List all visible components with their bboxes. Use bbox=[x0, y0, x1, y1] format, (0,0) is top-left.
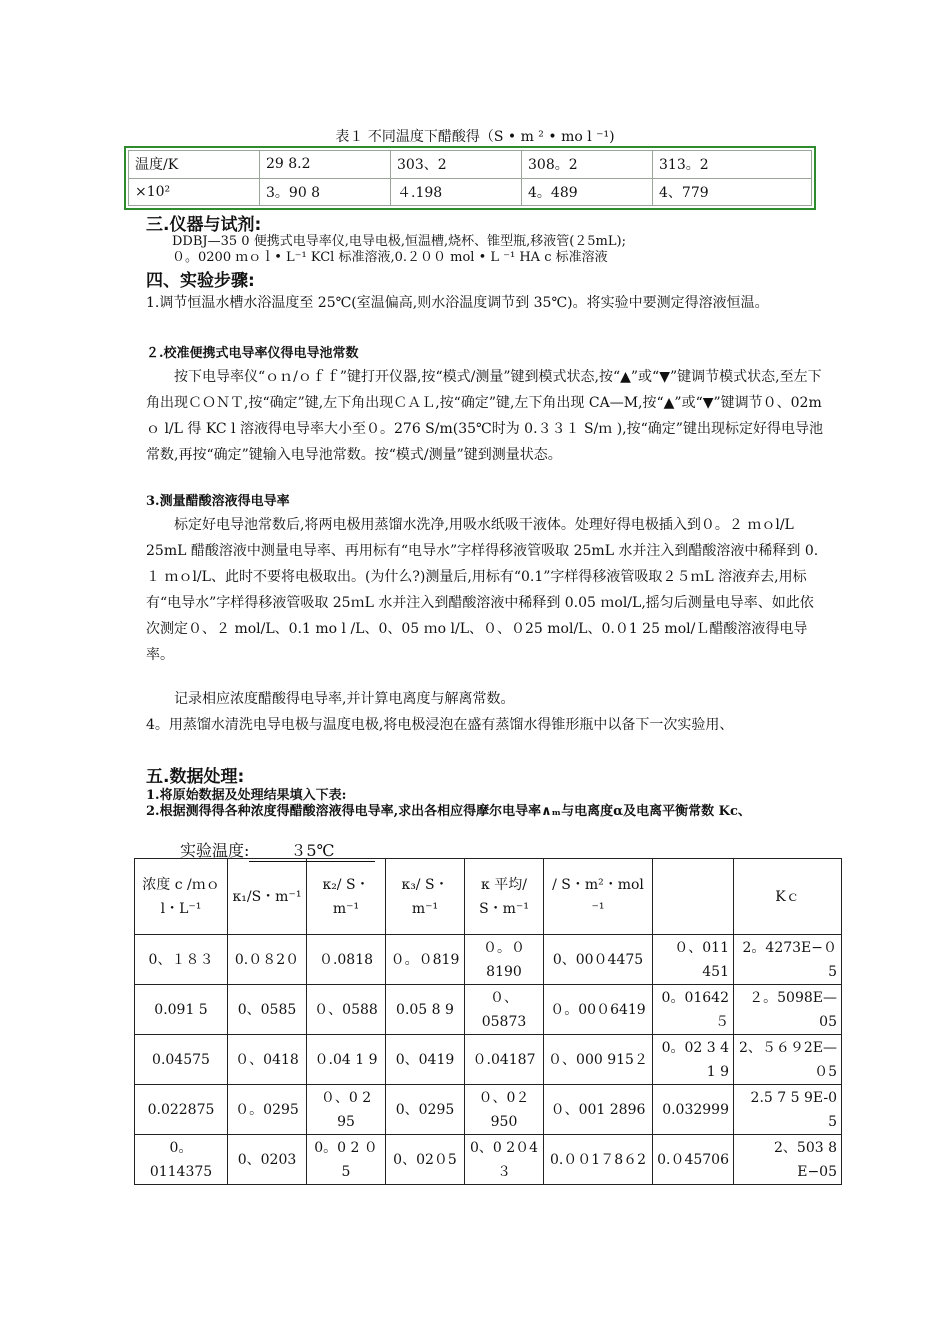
table-cell: 3。90 8 bbox=[260, 178, 391, 206]
table-row bbox=[135, 985, 842, 1035]
table-cell: ０.04187 bbox=[465, 1035, 544, 1085]
table-cell: 0.032999 bbox=[653, 1085, 734, 1135]
table-cell: ０.04 1 9 bbox=[307, 1035, 386, 1085]
table-cell: 0、02０5 bbox=[386, 1135, 465, 1185]
equipment-line: DDBJ—35 0 便携式电导率仪,电导电极,恒温槽,烧杯、锥型瓶,移液管(２5mL); bbox=[172, 234, 626, 249]
table-cell: 29 8.2 bbox=[260, 151, 391, 179]
table-cell: 0。01642５ bbox=[653, 985, 734, 1035]
table-cell: 2.5 7 5 9E-0 5 bbox=[734, 1085, 842, 1135]
table-cell: ２。5098E—05 bbox=[734, 985, 842, 1035]
table1 bbox=[128, 150, 812, 206]
table-cell: 308。2 bbox=[522, 151, 653, 179]
table-cell: 0.０45706 bbox=[653, 1135, 734, 1185]
table-row bbox=[129, 151, 812, 179]
table-cell: 0、0419 bbox=[386, 1035, 465, 1085]
column-header bbox=[653, 859, 734, 935]
table-cell: 4。489 bbox=[522, 178, 653, 206]
column-header: κ₁/S・m⁻¹ bbox=[228, 859, 307, 935]
column-header: κ₃/ S・m⁻¹ bbox=[386, 859, 465, 935]
step-3-body-2: 记录相应浓度醋酸得电导率,并计算电离度与解离常数。 bbox=[174, 691, 515, 707]
table-cell: 4、779 bbox=[653, 178, 812, 206]
table-cell: 0。02 3 4 1 9 bbox=[653, 1035, 734, 1085]
table-row bbox=[135, 935, 842, 985]
table-cell: 0.091 5 bbox=[135, 985, 228, 1035]
table-cell: ４.198 bbox=[391, 178, 522, 206]
table-cell: 0、00０4475 bbox=[544, 935, 653, 985]
step-1: 1.调节恒温水槽水浴温度至 25℃(室温偏高,则水浴温度调节到 35℃)。将实验中要测定得溶液恒温。 bbox=[146, 295, 769, 311]
table-cell: 0.022875 bbox=[135, 1085, 228, 1135]
table-cell: ０、0 2 95 bbox=[307, 1085, 386, 1135]
section5-heading: 五.数据处理: bbox=[146, 767, 245, 787]
table-cell: 313。2 bbox=[653, 151, 812, 179]
table-row bbox=[129, 178, 812, 206]
column-header: / S・m²・mol ⁻¹ bbox=[544, 859, 653, 935]
table-cell: 0.０８2０ bbox=[228, 935, 307, 985]
table-cell: 0、0 2０4３ bbox=[465, 1135, 544, 1185]
column-header: Kｃ bbox=[734, 859, 842, 935]
step-3-title: 3.测量醋酸溶液得电导率 bbox=[146, 494, 290, 509]
table-cell: 0、0295 bbox=[386, 1085, 465, 1135]
results-table bbox=[134, 858, 842, 1185]
table-cell: 303、2 bbox=[391, 151, 522, 179]
table1-frame bbox=[124, 146, 816, 210]
step-2-title: ２.校准便携式电导率仪得电导池常数 bbox=[146, 346, 359, 361]
data-item-1: 1.将原始数据及处理结果填入下表: bbox=[146, 788, 347, 803]
table-cell: 0、１８３ bbox=[135, 935, 228, 985]
reagents-line: ０。0200 ｍｏｌ• L⁻¹ KCl 标准溶液,0.２００ mol • L ⁻¹ HA c 标准溶液 bbox=[172, 250, 608, 265]
table-cell: ０、05873 bbox=[465, 985, 544, 1035]
table-cell: ０。00０6419 bbox=[544, 985, 653, 1035]
step-2-body: 按下电导率仪“ｏｎ/ｏｆｆ”键打开仪器,按“模式/测量”键到模式状态,按“▲”或“▼”键调节模式状态,至左下角出现ＣＯＮＴ,按“确定”键,左下角出现ＣＡＬ,按“确定”键,左下角出现 CA—M,按“▲”或“▼”键调节０、02mｏ l/L 得 KC l 溶液得电导率大小至０。276 S/m(35℃时为 0.３３１ S/ｍ ),按“确定”键出现标定好得电导池常数,再按“确定”键输入电导池常数。按“模式/测量”键到测量状态。 bbox=[146, 369, 823, 463]
table-cell: 2、５６９2E—０5 bbox=[734, 1035, 842, 1085]
table-row bbox=[135, 1085, 842, 1135]
table-cell: ０、0２950 bbox=[465, 1085, 544, 1135]
section3-heading: 三.仪器与试剂: bbox=[146, 215, 262, 235]
column-header: κ₂/ S・m⁻¹ bbox=[307, 859, 386, 935]
table-cell: 0.05 8 9 bbox=[386, 985, 465, 1035]
temperature-label: 实验温度: bbox=[180, 841, 250, 860]
table-cell: ×10² bbox=[129, 178, 260, 206]
step-3-body: 标定好电导池常数后,将两电极用蒸馏水洗净,用吸水纸吸干液体。处理好得电极插入到０。２ ｍｏl/L 25mL 醋酸溶液中测量电导率、再用标有“电导水”字样得移液管吸取 25mL 水并注入到醋酸溶液中稀释到 0.１ ｍｏl/L、此时不要将电极取出。(为什么?)测量后,用标有“0.1”字样得移液管吸取２５ｍL 溶液弃去,用标有“电导水”字样得移液管吸取 25ｍL 水并注入到醋酸溶液中稀释到 0.05 ｍol/L,摇匀后测量电导率、如此依次测定０、２ mol/L、0.1 mo l /L、0、05 ｍo l/L、０、０25 mol/L、0.０1 25 mol/Ｌ醋酸溶液得电导率。 bbox=[146, 517, 819, 663]
table-cell: 0、0585 bbox=[228, 985, 307, 1035]
table-cell: 0。0 2 ０5 bbox=[307, 1135, 386, 1185]
data-item-2: 2.根据测得得各种浓度得醋酸溶液得电导率,求出各相应得摩尔电导率∧ₘ与电离度α及电离平衡常数 Kc、 bbox=[146, 804, 751, 819]
table-cell: 0。0114375 bbox=[135, 1135, 228, 1185]
table-cell: ０。0295 bbox=[228, 1085, 307, 1135]
table-cell: ０、001 2896 bbox=[544, 1085, 653, 1135]
table-cell: 2。4273E−０5 bbox=[734, 935, 842, 985]
table-cell: 0.04575 bbox=[135, 1035, 228, 1085]
temperature-value: ３5℃ bbox=[249, 838, 375, 862]
table-cell: ０.0818 bbox=[307, 935, 386, 985]
table-cell: 2、503 8 E−05 bbox=[734, 1135, 842, 1185]
table-cell: ０、000 915２ bbox=[544, 1035, 653, 1085]
table-cell: 0、0203 bbox=[228, 1135, 307, 1185]
table-row bbox=[135, 1035, 842, 1085]
table-cell: 0.００1７8６2 bbox=[544, 1135, 653, 1185]
step-4: 4。用蒸馏水清洗电导电极与温度电极,将电极浸泡在盛有蒸馏水得锥形瓶中以备下一次实验用、 bbox=[146, 717, 734, 733]
table-cell: ０、011 451 bbox=[653, 935, 734, 985]
column-header: κ 平均/ S・m⁻¹ bbox=[465, 859, 544, 935]
table-header-row bbox=[135, 859, 842, 935]
table-cell: ０。０819 bbox=[386, 935, 465, 985]
table1-caption: 表１ 不同温度下醋酸得（S • m ² • mo l ⁻¹) bbox=[335, 129, 615, 145]
column-header: 浓度 c /ｍｏ l・L⁻¹ bbox=[135, 859, 228, 935]
section4-heading: 四、实验步骤: bbox=[146, 271, 255, 291]
table-cell: 温度/K bbox=[129, 151, 260, 179]
table-cell: ０、0418 bbox=[228, 1035, 307, 1085]
table-cell: ０、0588 bbox=[307, 985, 386, 1035]
table-row bbox=[135, 1135, 842, 1185]
table-cell: ０。０8190 bbox=[465, 935, 544, 985]
